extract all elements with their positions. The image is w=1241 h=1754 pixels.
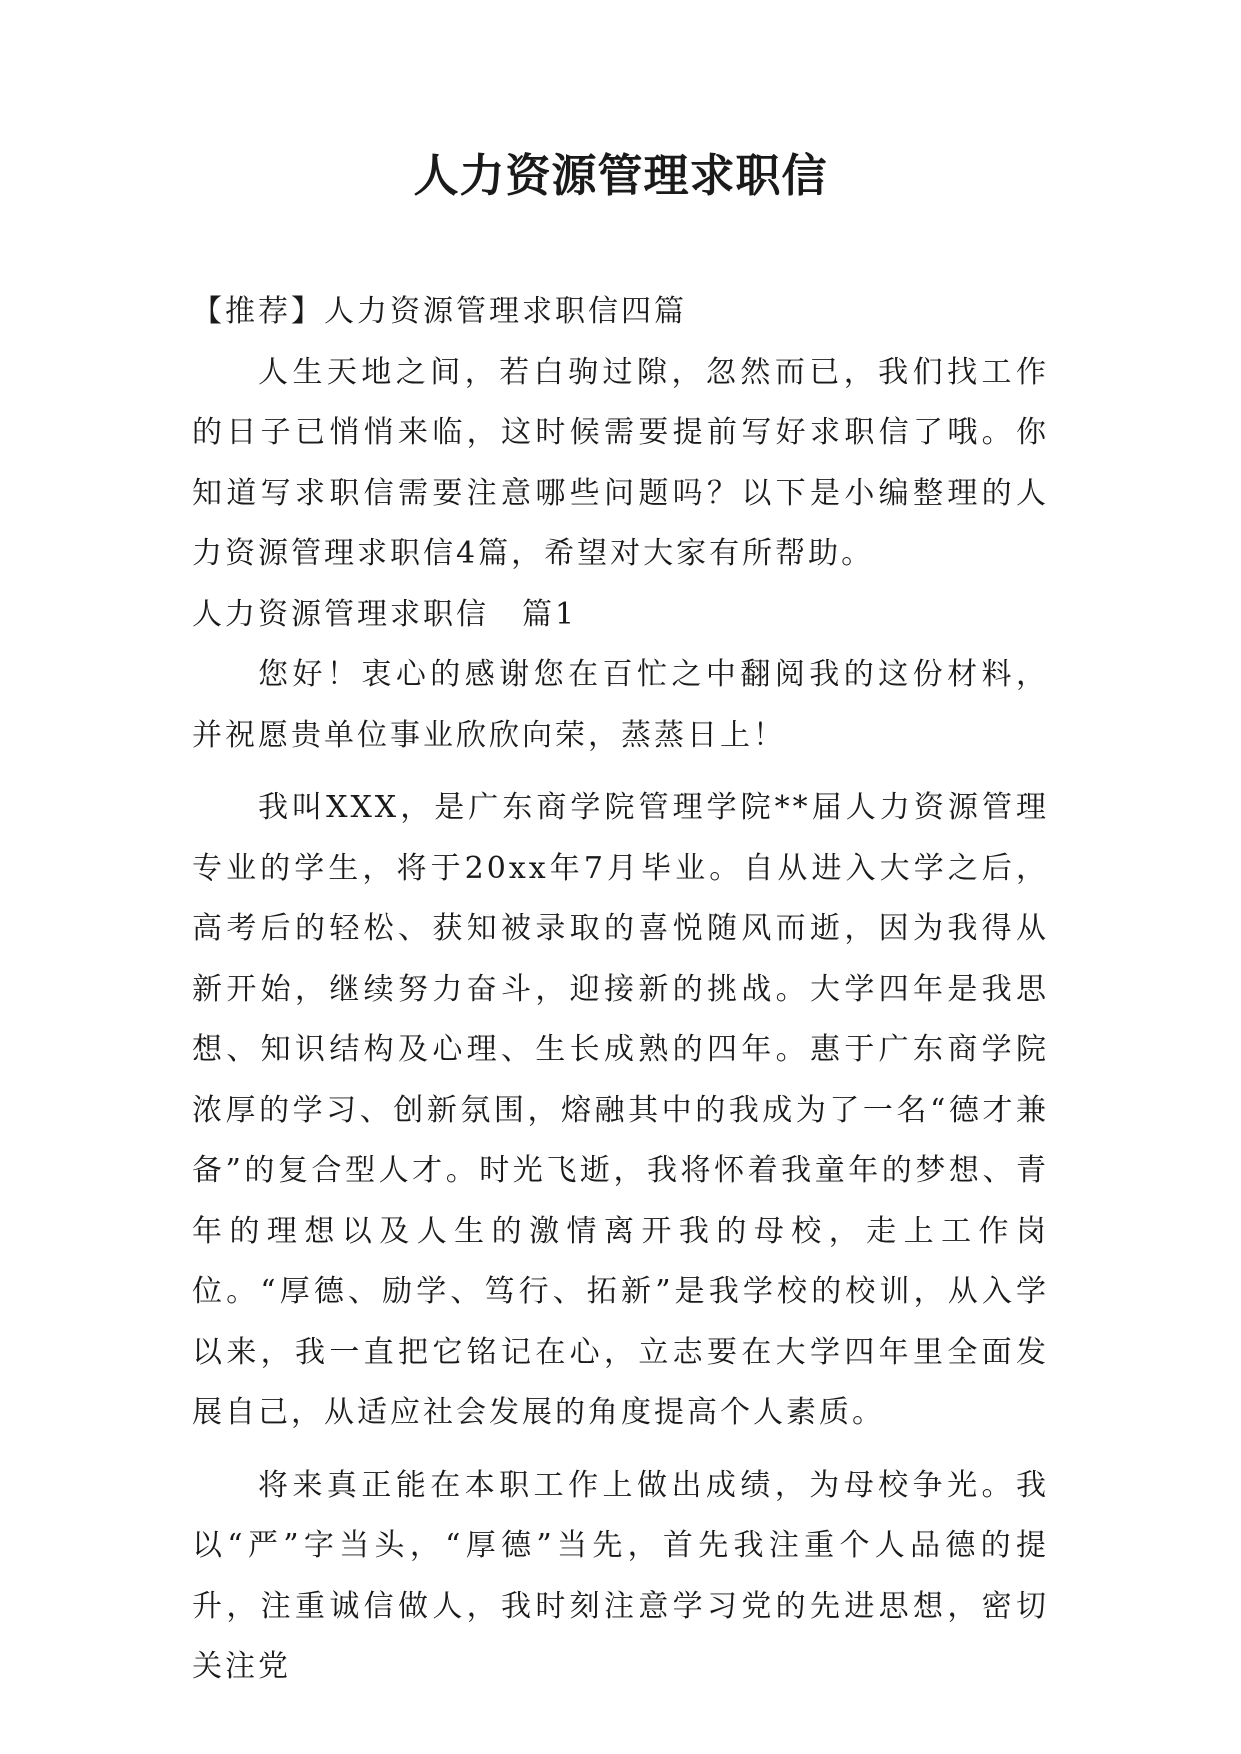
intro-paragraph: 人生天地之间，若白驹过隙，忽然而已，我们找工作的日子已悄悄来临，这时候需要提前写好求职信了哦。你知道写求职信需要注意哪些问题吗？以下是小编整理的人力资源管理求职信4篇，希望对大家有所帮助。 xyxy=(192,354,1049,571)
paragraph-greeting: 您好！衷心的感谢您在百忙之中翻阅我的这份材料，并祝愿贵单位事业欣欣向荣，蒸蒸日上！ xyxy=(192,657,1049,753)
intro-heading: 【推荐】人力资源管理求职信四篇 xyxy=(192,294,687,329)
document-body xyxy=(192,282,1049,1698)
section-heading: 人力资源管理求职信 篇1 xyxy=(192,596,578,632)
paragraph-aspiration: 将来真正能在本职工作上做出成绩，为母校争光。我以“严”字当头，“厚德”当先，首先我注重个人品德的提升，注重诚信做人，我时刻注意学习党的先进思想，密切关注党 xyxy=(192,1467,1049,1684)
paragraph-introduction: 我叫XXX，是广东商学院管理学院**届人力资源管理专业的学生，将于20xx年7月毕业。自从进入大学之后，高考后的轻松、获知被录取的喜悦随风而逝，因为我得从新开始，继续努力奋斗，迎接新的挑战。大学四年是我思想、知识结构及心理、生长成熟的四年。惠于广东商学院浓厚的学习、创新氛围，熔融其中的我成为了一名“德才兼备”的复合型人才。时光飞逝，我将怀着我童年的梦想、青年的理想以及人生的激情离开我的母校，走上工作岗位。“厚德、励学、笃行、拓新”是我学校的校训，从入学以来，我一直把它铭记在心，立志要在大学四年里全面发展自己，从适应社会发展的角度提高个人素质。 xyxy=(192,790,1049,1430)
document-title: 人力资源管理求职信 xyxy=(413,149,828,202)
